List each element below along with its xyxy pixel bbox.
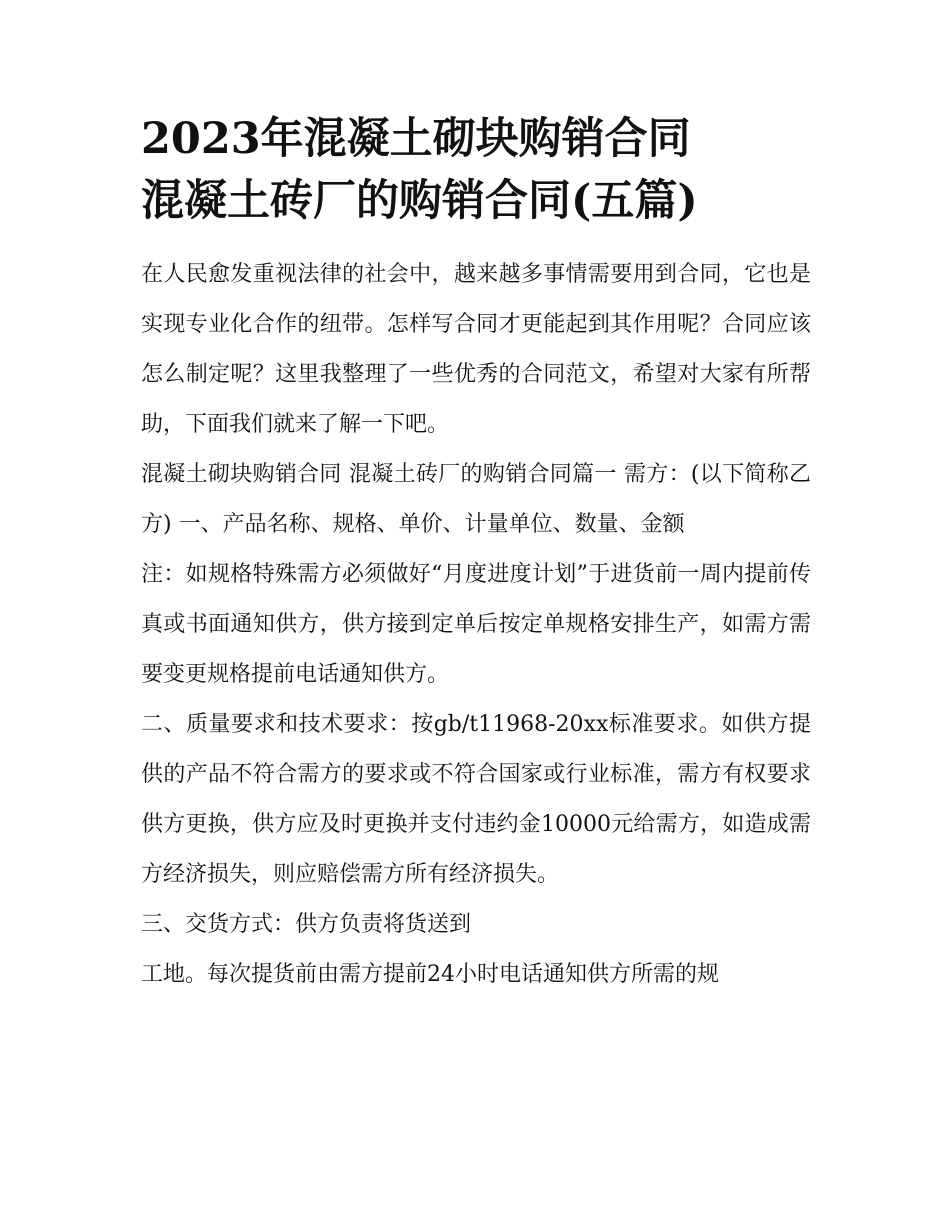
note-paragraph: 注：如规格特殊需方必须做好“月度进度计划”于进货前一周内提前传真或书面通知供方，供方接到定单后按定单规格安排生产，如需方需要变更规格提前电话通知供方。 [141,562,811,687]
delivery-method-paragraph: 三、交货方式：供方负责将货送到 [141,912,472,937]
document-title [141,112,811,228]
quality-requirements-paragraph: 二、质量要求和技术要求：按gb/t11968-20xx标准要求。如供方提供的产品不符合需方的要求或不符合国家或行业标准，需方有权要求供方更换，供方应及时更换并支付违约金10000元给需方，如造成需方经济损失，则应赔偿需方所有经济损失。 [141,712,811,887]
title-line-1: 2023年混凝土砌块购销合同 [141,114,691,164]
contract-heading-paragraph: 混凝土砌块购销合同 混凝土砖厂的购销合同篇一 需方：(以下简称乙方) 一、产品名称、规格、单价、计量单位、数量、金额 [141,462,811,537]
title-line-2: 混凝土砖厂的购销合同(五篇) [141,176,698,226]
intro-paragraph: 在人民愈发重视法律的社会中，越来越多事情需要用到合同，它也是实现专业化合作的纽带。怎样写合同才更能起到其作用呢？合同应该怎么制定呢？这里我整理了一些优秀的合同范文，希望对大家有所帮助，下面我们就来了解一下吧。 [141,262,811,437]
document-page [141,112,811,1000]
delivery-notice-paragraph: 工地。每次提货前由需方提前24小时电话通知供方所需的规 [141,962,719,987]
